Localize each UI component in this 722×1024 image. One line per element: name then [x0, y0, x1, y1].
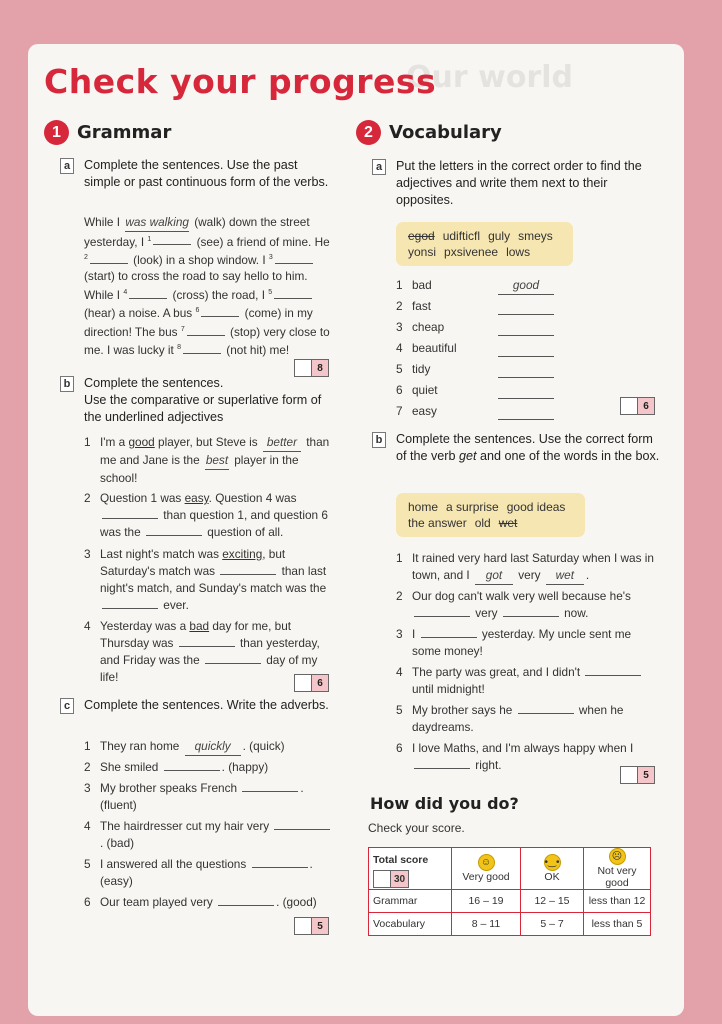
vocab-a-item-5: 5 tidy [396, 361, 596, 378]
grammar-a-header [60, 157, 330, 191]
page-title: Check your progress [44, 62, 437, 101]
vocabulary-b-letter: b [372, 432, 386, 448]
grammar-c-item-5: 5 I answered all the questions . (easy) [84, 857, 313, 888]
grammar-b-item-2: 2 Question 1 was easy. Question 4 was than question 1, and question 6 was the question of all. [84, 491, 328, 539]
grammar-number-badge: 1 [44, 120, 69, 145]
grammar-c-letter: c [60, 698, 74, 714]
vocab-a-item-2: 2 fast [396, 298, 596, 315]
grammar-c-item-6: 6 Our team played very . (good) [84, 895, 317, 909]
vocab-b-item-5: 5 My brother says he when he daydreams. [396, 703, 624, 734]
sad-face-icon: ☹ [609, 848, 626, 865]
grammar-b-answer-2: best [205, 452, 229, 470]
total-score-cell [369, 848, 452, 890]
grammar-b-instruction-1: Complete the sentences. [84, 376, 224, 390]
total-score-box [373, 870, 409, 888]
vocab-a-word: lows [506, 245, 531, 259]
score-table [368, 847, 651, 936]
grammar-b-item-4: 4 Yesterday was a bad day for me, but Thursday was than yesterday, and Friday was the day of my life! [84, 619, 320, 684]
grammar-c-score: 5 [311, 918, 328, 934]
score-row-vocabulary: Vocabulary 8 – 11 5 – 7 less than 5 [369, 913, 651, 936]
vocab-b-word: good ideas [506, 500, 566, 514]
vocabulary-b-score-box [620, 766, 655, 784]
grammar-b-item-3: 3 Last night's match was exciting, but Saturday's match was than last night's match, and Sunday's match was the ever. [84, 547, 327, 612]
vocabulary-section-header [356, 120, 502, 145]
very-good-header: ☺ Very good [452, 848, 521, 890]
vocab-a-item-3: 3 cheap [396, 319, 596, 336]
vocab-b-item-1: 1 It rained very hard last Saturday when I was in town, and I got very wet . [396, 550, 658, 585]
ok-header: •‿• OK [521, 848, 584, 890]
vocabulary-a-score-box [620, 397, 655, 415]
vocab-b-item-2: 2 Our dog can't walk very well because he's very now. [396, 589, 631, 620]
grammar-b-score-box [294, 674, 329, 692]
vocab-b-word: old [474, 516, 491, 530]
check-score-text: Check your score. [368, 821, 465, 835]
grammar-c-item-3: 3 My brother speaks French . (fluent) [84, 781, 304, 812]
vocab-a-item-4: 4 beautiful [396, 340, 596, 357]
vocab-a-word: yonsi [408, 245, 437, 259]
vocabulary-heading: Vocabulary [389, 122, 502, 143]
vocabulary-b-instruction-1: Complete the sentences. Use the correct form of the verb [396, 432, 653, 463]
grammar-b-header [60, 375, 330, 426]
vocab-b-answer-2: wet [546, 567, 584, 585]
grammar-c-header [60, 697, 330, 714]
vocab-a-word: guly [488, 229, 511, 243]
grammar-b-letter: b [60, 376, 74, 392]
background-watermark: Our world [406, 60, 573, 95]
vocab-a-word: smeys [518, 229, 553, 243]
vocab-a-word: pxsivenee [444, 245, 499, 259]
vocabulary-b-get: get [459, 449, 477, 463]
grammar-c-item-2: 2 She smiled . (happy) [84, 760, 269, 774]
grammar-a-instruction: Complete the sentences. Use the past simple or past continuous form of the verbs. [84, 158, 329, 189]
worksheet-page [28, 44, 684, 1016]
neutral-face-icon: •‿• [544, 854, 561, 871]
vocab-b-word: the answer [408, 516, 467, 530]
vocabulary-b-instruction-2: and one of the words in the box. [480, 449, 660, 463]
vocabulary-a-word-box [396, 222, 573, 266]
grammar-c-score-box [294, 917, 329, 935]
grammar-b-answer-1: better [263, 434, 301, 452]
total-score-value: 30 [390, 871, 408, 887]
grammar-heading: Grammar [77, 122, 172, 143]
grammar-a-text: While I was walking (walk) down the street yesterday, I $^1$ (see) a friend of mine. He $^2$ (look) in a shop window. I $^3$ (start) to cross the road to say hello to him. While I $^4$ (cross) the road, I $^5$ (hear) a noise. A bus $^6$ (come) in my direction! The bus $^7$ (stop) very close to me. I was lucky it $^8$ (not hit) me! [84, 215, 330, 358]
happy-face-icon: ☺ [478, 854, 495, 871]
vocabulary-a-score: 6 [637, 398, 654, 414]
vocab-a-word: egod [408, 229, 435, 243]
vocabulary-number-badge: 2 [356, 120, 381, 145]
total-score-label: Total score [373, 854, 429, 866]
grammar-c-item-4: 4 The hairdresser cut my hair very . (bad) [84, 818, 334, 852]
vocab-a-item-6: 6 quiet [396, 382, 596, 399]
score-row-grammar: Grammar 16 – 19 12 – 15 less than 12 [369, 890, 651, 913]
grammar-a-score: 8 [311, 360, 328, 376]
vocab-b-word: a surprise [446, 500, 499, 514]
grammar-c-item-1: 1 They ran home quickly . (quick) [84, 738, 334, 756]
vocab-b-word: home [408, 500, 439, 514]
vocab-b-answer-1: got [475, 567, 513, 585]
grammar-b-score: 6 [311, 675, 328, 691]
vocabulary-b-word-box [396, 493, 585, 537]
grammar-b-item-1: 1 I'm a good player, but Steve is better than me and Jane is the best player in the school! [84, 435, 330, 485]
vocabulary-b-header [372, 431, 662, 465]
not-very-good-header: ☹ Not very good [584, 848, 651, 890]
vocab-b-word: wet [498, 516, 518, 530]
vocab-a-answer: good [498, 277, 554, 295]
vocab-a-word: udifticfl [442, 229, 481, 243]
how-did-you-do-heading: How did you do? [370, 794, 519, 813]
vocab-a-item-7: 7 easy [396, 403, 596, 420]
grammar-b-instruction-2: Use the comparative or superlative form of the underlined adjectives [84, 393, 322, 424]
vocab-b-item-6: 6 I love Maths, and I'm always happy when I right. [396, 741, 634, 772]
vocabulary-a-header [372, 158, 662, 209]
vocab-b-item-3: 3 I yesterday. My uncle sent me some money! [396, 627, 632, 658]
vocab-b-item-4: 4 The party was great, and I didn't until midnight! [396, 664, 658, 698]
vocabulary-a-instruction: Put the letters in the correct order to find the adjectives and write them next to their opposites. [396, 159, 642, 207]
grammar-c-answer: quickly [185, 738, 241, 756]
grammar-a-letter: a [60, 158, 74, 174]
vocab-a-item-1: 1 bad good [396, 277, 596, 295]
vocabulary-a-letter: a [372, 159, 386, 175]
grammar-a-answer: was walking [125, 214, 189, 232]
grammar-section-header [44, 120, 171, 145]
grammar-c-instruction: Complete the sentences. Write the adverbs. [84, 698, 329, 712]
vocabulary-b-score: 5 [637, 767, 654, 783]
